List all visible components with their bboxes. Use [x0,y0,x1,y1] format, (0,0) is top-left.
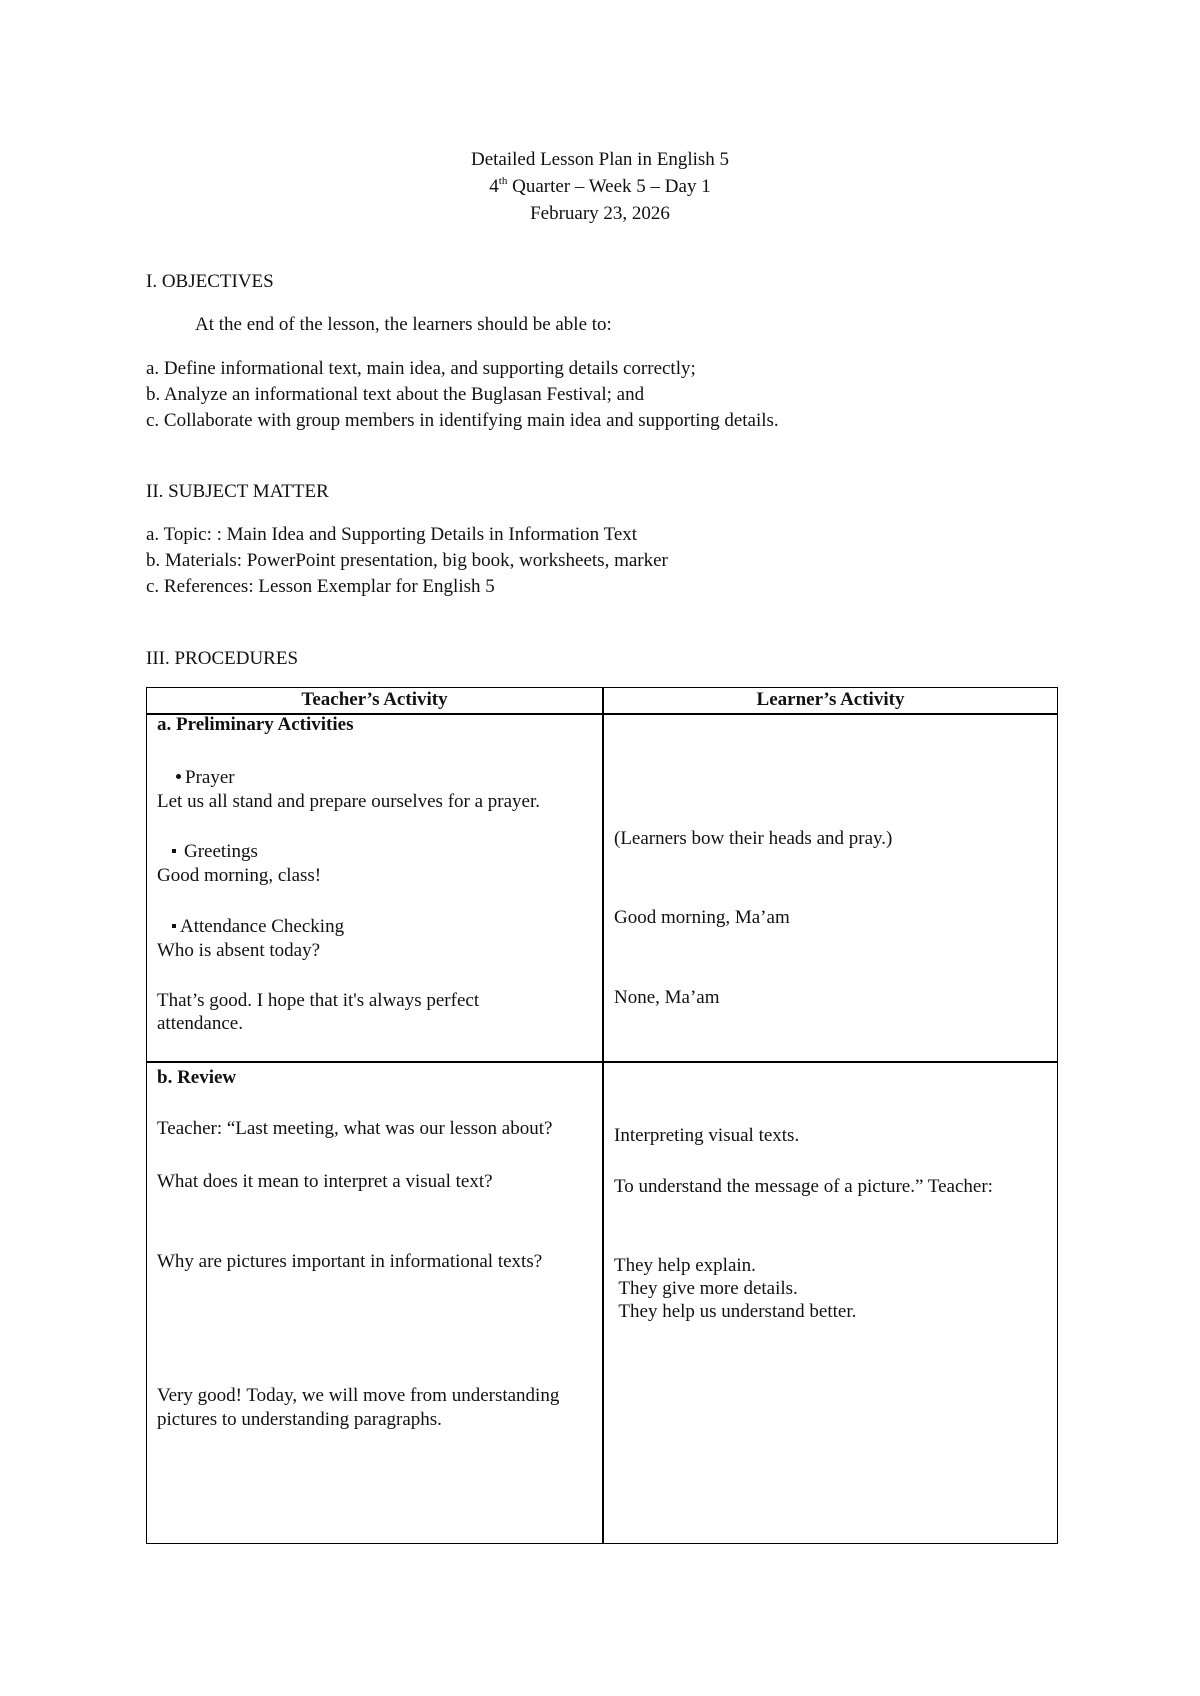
objectives-heading: I. OBJECTIVES [146,271,274,292]
review-learner-answer-3-line-3: They help us understand better. [614,1301,857,1322]
procedures-heading: III. PROCEDURES [146,648,299,669]
quarter-suffix: th [498,174,508,187]
review-teacher-question-1: Teacher: “Last meeting, what was our lesson about? [157,1118,553,1139]
greetings-label-text: Greetings [184,841,258,862]
subject-item: c. References: Lesson Exemplar for English 5 [146,576,495,597]
review-teacher-question-2: What does it mean to interpret a visual text? [157,1171,493,1192]
objectives-intro: At the end of the lesson, the learners should be able to: [195,314,612,335]
bullet-icon [172,924,176,928]
objective-item: b. Analyze an informational text about the Buglasan Festival; and [146,384,645,405]
preliminary-activities-title: a. Preliminary Activities [157,714,354,735]
prayer-label-text: Prayer [185,767,235,788]
greetings-teacher-line: Good morning, class! [157,865,322,886]
review-learner-answer-3-line-2: They give more details. [614,1278,798,1299]
quarter-week-day: Quarter – Week 5 – Day 1 [507,176,711,197]
greetings-label [172,840,258,864]
document-header [0,146,1200,227]
subject-item: b. Materials: PowerPoint presentation, big book, worksheets, marker [146,550,668,571]
prayer-teacher-line: Let us all stand and prepare ourselves for a prayer. [157,791,541,812]
table-column-divider [602,687,604,1544]
objective-item: a. Define informational text, main idea, and supporting details correctly; [146,358,696,379]
quarter-line [0,173,1200,200]
subject-matter-heading: II. SUBJECT MATTER [146,481,329,502]
review-learner-answer-2: To understand the message of a picture.” Teacher: [614,1176,993,1197]
prayer-label [176,766,235,790]
learner-greeting-response: Good morning, Ma’am [614,907,790,928]
bullet-icon [176,774,181,779]
review-teacher-closing-2: pictures to understanding paragraphs. [157,1409,442,1430]
attendance-teacher-line: Who is absent today? [157,940,321,961]
learner-activity-header: Learner’s Activity [756,689,905,710]
learner-prayer-response: (Learners bow their heads and pray.) [614,828,893,849]
closing-teacher-line-1: That’s good. I hope that it's always perfect [157,990,480,1011]
review-teacher-closing-1: Very good! Today, we will move from understanding [157,1385,560,1406]
table-row-divider [146,1061,1058,1063]
objectives-list [146,356,779,434]
attendance-label [172,915,344,939]
objective-item: c. Collaborate with group members in identifying main idea and supporting details. [146,410,779,431]
closing-teacher-line-2: attendance. [157,1013,243,1034]
attendance-label-text: Attendance Checking [180,916,345,937]
bullet-icon [172,849,176,853]
document-title: Detailed Lesson Plan in English 5 [470,149,730,170]
quarter-number: 4 [489,176,499,197]
review-learner-answer-3-line-1: They help explain. [614,1255,756,1276]
review-teacher-question-3: Why are pictures important in informational texts? [157,1251,543,1272]
document-date: February 23, 2026 [530,203,670,224]
subject-item: a. Topic: : Main Idea and Supporting Details in Information Text [146,524,638,545]
teacher-activity-header: Teacher’s Activity [301,689,448,710]
subject-matter-list [146,522,668,600]
review-learner-answer-1: Interpreting visual texts. [614,1125,800,1146]
review-title: b. Review [157,1067,237,1088]
learner-attendance-response: None, Ma’am [614,987,720,1008]
